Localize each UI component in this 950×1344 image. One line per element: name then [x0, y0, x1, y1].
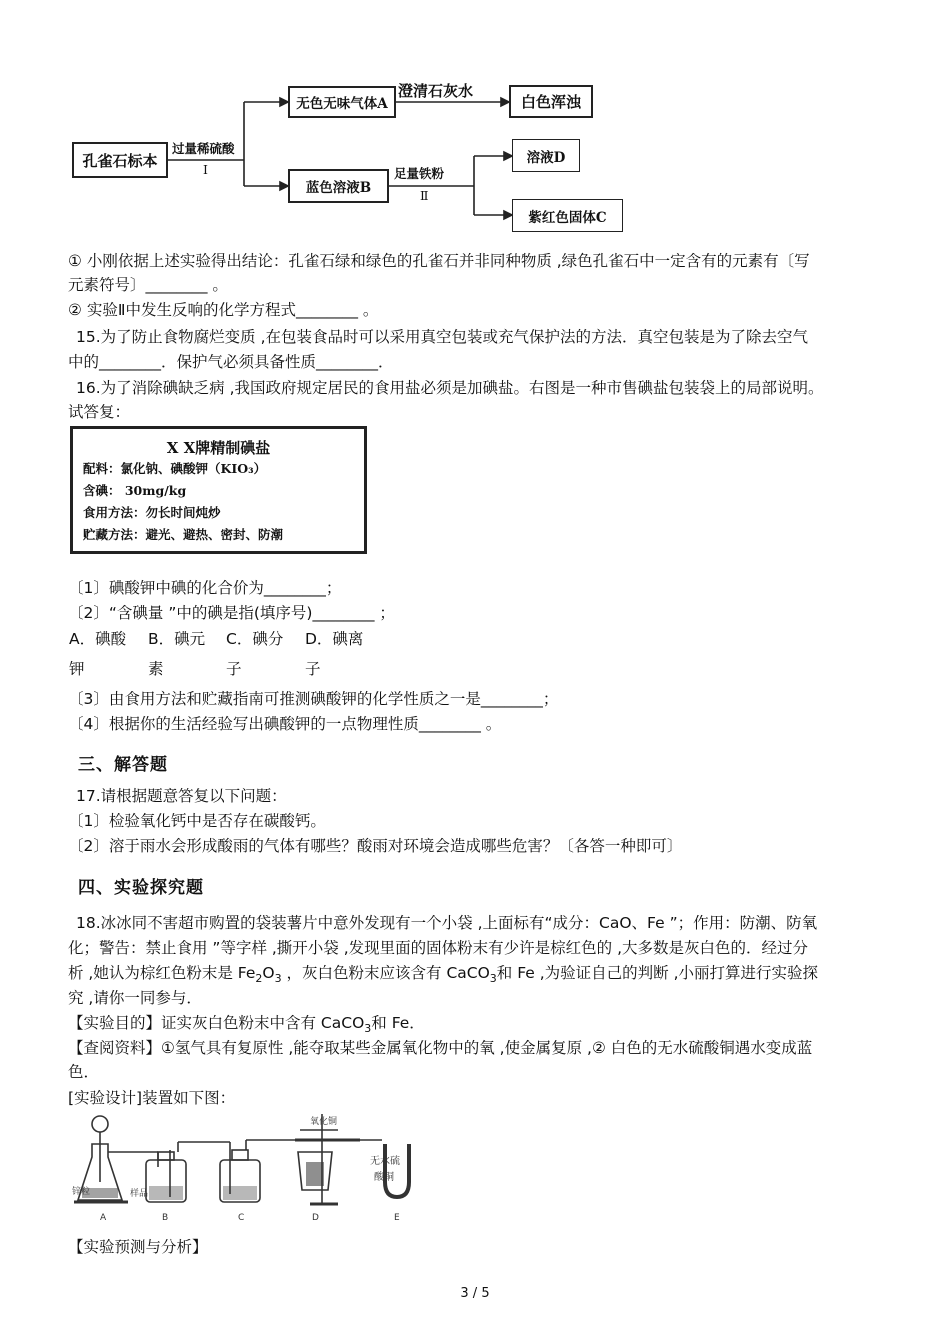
section-3-heading: 三、解答题	[78, 755, 168, 775]
q18-line3-e: ，灰白色粉末应该含有 CaCO	[281, 964, 490, 982]
q17-line3: 〔2〕溶于雨水会形成酸雨的气体有哪些？酸雨对环境会造成哪些危害？〔各答一种即可〕	[68, 837, 683, 855]
flow-solution-b-box: 蓝色溶液B	[288, 169, 389, 203]
q18-line3-sub2: 3	[274, 972, 282, 986]
q17-line1: 17.请根据题意答复以下问题：	[76, 787, 287, 805]
q16-option-d-cont: 子	[305, 660, 321, 678]
flow-start-box: 孔雀石标本	[72, 142, 168, 178]
apparatus-e-u-tube	[385, 1144, 409, 1197]
salt-label-storage: 贮藏方法：避光、避热、密封、防潮	[83, 527, 284, 542]
q14-line2: 元素符号〕________ 。	[68, 276, 228, 294]
flow-step1: Ⅰ	[203, 162, 208, 177]
page-number: 3 / 5	[460, 1286, 490, 1301]
apparatus-label-d: D	[312, 1213, 319, 1223]
q16-option-a-cont: 钾	[69, 660, 85, 678]
q17-line2: 〔1〕检验氧化钙中是否存在碳酸钙。	[68, 812, 326, 830]
salt-label-ingredients: 配料：氯化钠、碘酸钾（KIO₃）	[83, 461, 267, 476]
apparatus-zn-label: 锌粒	[72, 1187, 91, 1197]
flow-solution-d-box: 溶液D	[512, 139, 580, 172]
q14-line3: ② 实验Ⅱ中发生反响的化学方程式________ 。	[68, 301, 379, 319]
apparatus-cuso4-label-2: 酸铜	[374, 1172, 394, 1183]
apparatus-label-e: E	[394, 1213, 400, 1223]
apparatus-sample-label: 样品	[130, 1189, 149, 1199]
q18-goal-c: 和 Fe．	[371, 1014, 425, 1032]
q18-line3	[68, 962, 818, 990]
apparatus-cuso4-label-1: 无水硫	[370, 1156, 400, 1167]
apparatus-label-c: C	[238, 1213, 245, 1223]
flow-white-box: 白色浑浊	[509, 85, 593, 118]
salt-label-usage: 食用方法：勿长时间炖炒	[83, 505, 221, 520]
q16-option-b: B．碘元	[148, 630, 206, 648]
flow-iron: 足量铁粉	[394, 166, 445, 181]
salt-label-title: X X牌精制碘盐	[166, 439, 271, 457]
q18-info1: 【查阅资料】①氢气具有复原性 ,能夺取某些金属氧化物中的氧 ,使金属复原 ,② 白色的无水硫酸铜遇水变成蓝	[68, 1039, 813, 1057]
q18-predict: 【实验预测与分析】	[68, 1238, 208, 1256]
flowchart-connectors	[0, 0, 950, 240]
q16-option-c: C．碘分	[226, 630, 284, 648]
section-4-heading: 四、实验探究题	[78, 878, 204, 898]
flow-gas-a-box: 无色无味气体A	[288, 86, 396, 118]
q14-line1: ① 小刚依据上述实验得出结论：孔雀石绿和绿色的孔雀石并非同种物质 ,绿色孔雀石中一定含有的元素有〔写	[68, 252, 810, 270]
q16-part4: 〔4〕根据你的生活经验写出碘酸钾的一点物理性质________ 。	[68, 715, 502, 733]
q16-option-a: A．碘酸	[69, 630, 127, 648]
q18-line3-sub1: 2	[255, 972, 263, 986]
q18-line4: 究 ,请你一同参与．	[68, 989, 202, 1007]
apparatus-cuo-label: 氧化铜	[310, 1117, 338, 1127]
q16-option-d: D．碘离	[305, 630, 364, 648]
q18-line3-a: 析 ,她认为棕红色粉末是 Fe	[68, 964, 256, 982]
experiment-apparatus-diagram	[70, 1112, 420, 1227]
q16-part2: 〔2〕“含碘量 ”中的碘是指(填序号)________ ；	[68, 604, 395, 622]
q18-line3-c: O	[262, 964, 275, 982]
flow-solid-c-box: 紫红色固体C	[512, 199, 623, 232]
apparatus-label-b: B	[162, 1213, 169, 1223]
q18-info2: 色．	[68, 1063, 100, 1081]
flow-step2: Ⅱ	[420, 188, 429, 203]
salt-label-iodine: 含碘： 30mg/kg	[83, 483, 187, 498]
q15-line2: 中的________．保护气必须具备性质________．	[68, 353, 394, 371]
q16-line2: 试答复：	[68, 403, 131, 421]
apparatus-a-funnel-bulb	[92, 1116, 108, 1132]
flow-reagent1: 过量稀硫酸	[172, 141, 235, 156]
q18-line3-sub3: 3	[489, 972, 497, 986]
q18-goal	[68, 1012, 425, 1040]
q18-line2: 化；警告：禁止食用 ”等字样 ,撕开小袋 ,发现里面的固体粉末有少许是棕红色的 ,大多数是灰白色的．经过分	[68, 939, 809, 957]
q16-part1: 〔1〕碘酸钾中碘的化合价为________；	[68, 579, 342, 597]
apparatus-label-a: A	[100, 1213, 107, 1223]
q16-option-b-cont: 素	[148, 660, 164, 678]
q18-goal-sub: 3	[364, 1022, 372, 1036]
q18-line1: 18.冰冰同不害超市购置的袋装薯片中意外发现有一个小袋 ,上面标有“成分：CaO、Fe ”；作用：防潮、防氧	[76, 914, 818, 932]
q16-option-c-cont: 子	[226, 660, 242, 678]
q18-line3-g: 和 Fe ,为验证自己的判断 ,小丽打算进行实验探	[496, 964, 819, 982]
q16-line1: 16.为了消除碘缺乏病 ,我国政府规定居民的食用盐必须是加碘盐。右图是一种市售碘盐包装袋上的局部说明。	[76, 379, 824, 397]
flow-limewater: 澄清石灰水	[398, 82, 474, 100]
salt-package-label	[70, 426, 367, 554]
q18-design: [实验设计]装置如下图：	[68, 1089, 236, 1107]
q16-part3: 〔3〕由食用方法和贮藏指南可推测碘酸钾的化学性质之一是________；	[68, 690, 559, 708]
q18-goal-a: 【实验目的】证实灰白色粉末中含有 CaCO	[68, 1014, 365, 1032]
q15-line1: 15.为了防止食物腐烂变质 ,在包装食品时可以采用真空包装或充气保护法的方法．真空包装是为了除去空气	[76, 328, 809, 346]
